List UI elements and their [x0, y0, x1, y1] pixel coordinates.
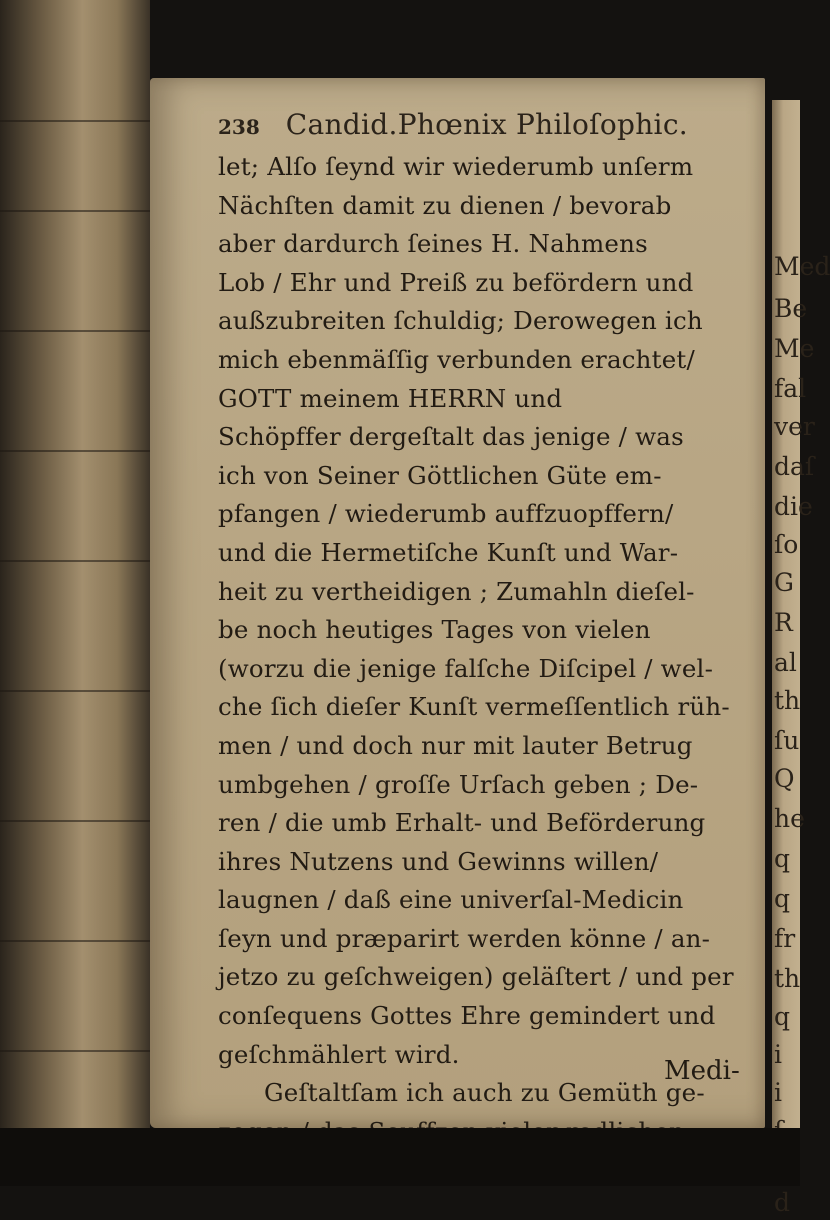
margin-fragment: fal	[774, 374, 807, 403]
text-line: heit zu vertheidigen ; Zumahln dieſel-	[218, 576, 695, 606]
margin-fragment: ſo	[774, 530, 799, 559]
margin-fragment: d	[774, 1188, 791, 1217]
text-line: conſequens Gottes Ehre gemindert und	[218, 1001, 716, 1031]
text-line: ich von Seiner Göttlichen Güte em-	[218, 460, 662, 490]
margin-fragment: R	[774, 608, 793, 637]
facing-page-edge	[772, 100, 830, 1217]
margin-fragment: G	[774, 568, 794, 597]
margin-fragment: q	[774, 884, 791, 913]
margin-fragment: ſu	[774, 726, 800, 755]
text-line: be noch heutiges Tages von vielen	[218, 615, 651, 645]
text-line: außzubreiten ſchuldig; Derowegen ich	[218, 306, 703, 336]
catchword: Medi-	[664, 1056, 740, 1086]
text-line: ſeyn und præparirt werden könne / an-	[218, 923, 711, 953]
text-line: laugnen / daß eine univerſal-Medicin	[218, 885, 684, 915]
margin-fragment: fr	[774, 924, 796, 953]
margin-fragment: i	[774, 1040, 782, 1069]
margin-fragment: i	[774, 1078, 782, 1107]
text-line: umbgehen / groſſe Urſach geben ; De-	[218, 769, 699, 799]
margin-fragment: th	[774, 686, 801, 715]
text-line: pfangen / wiederumb auffzuopffern/	[218, 499, 674, 529]
text-line: und die Hermetiſche Kunſt und War-	[218, 537, 679, 567]
margin-fragment: die	[774, 492, 813, 521]
text-line: Schöpffer dergeſtalt das jenige / was	[218, 422, 684, 452]
text-line: men / und doch nur mit lauter Betrug	[218, 730, 693, 760]
text-line: Nächſten damit zu dienen / bevorab	[218, 190, 672, 220]
book-left-edge	[0, 0, 150, 1186]
text-line: che ſich dieſer Kunſt vermeſſentlich rüh-	[218, 692, 730, 722]
page-number: 238	[218, 115, 260, 139]
text-line: (worzu die jenige falſche Diſcipel / wel-	[218, 653, 714, 683]
margin-fragment: q	[774, 1002, 791, 1031]
text-line: GOTT meinem HERRN und	[218, 383, 563, 413]
text-line: let; Alſo ſeynd wir wiederumb unſerm	[218, 152, 694, 181]
margin-fragment: Be	[774, 294, 808, 323]
text-line: ren / die umb Erhalt- und Beförderung	[218, 808, 706, 838]
margin-fragment: daſ	[774, 452, 815, 481]
text-line: aber dardurch ſeines H. Nahmens	[218, 229, 648, 259]
margin-fragment: Me	[774, 334, 815, 363]
margin-fragment: Q	[774, 764, 795, 793]
body-text	[218, 148, 758, 1151]
margin-fragment: Med	[774, 252, 830, 281]
margin-fragment: al	[774, 648, 797, 677]
running-title: Candid.Phœnix Philoſophic.	[285, 108, 688, 141]
text-line: mich ebenmäſſig verbunden erachtet/	[218, 344, 695, 374]
text-line: ihres Nutzens und Gewinns willen/	[218, 846, 659, 876]
text-line: geſchmählert wird.	[218, 1039, 460, 1069]
background-shadow	[0, 1128, 800, 1186]
margin-fragment: he	[774, 804, 805, 833]
text-line: Lob / Ehr und Preiß zu befördern und	[218, 267, 694, 297]
text-line: Geſtaltſam ich auch zu Gemüth ge-	[264, 1078, 705, 1108]
margin-fragment: ver	[774, 412, 815, 441]
page-header	[218, 108, 688, 148]
margin-fragment: th	[774, 964, 801, 993]
margin-fragment: q	[774, 844, 791, 873]
text-line: jetzo zu geſchweigen) geläſtert / und per	[218, 962, 734, 992]
